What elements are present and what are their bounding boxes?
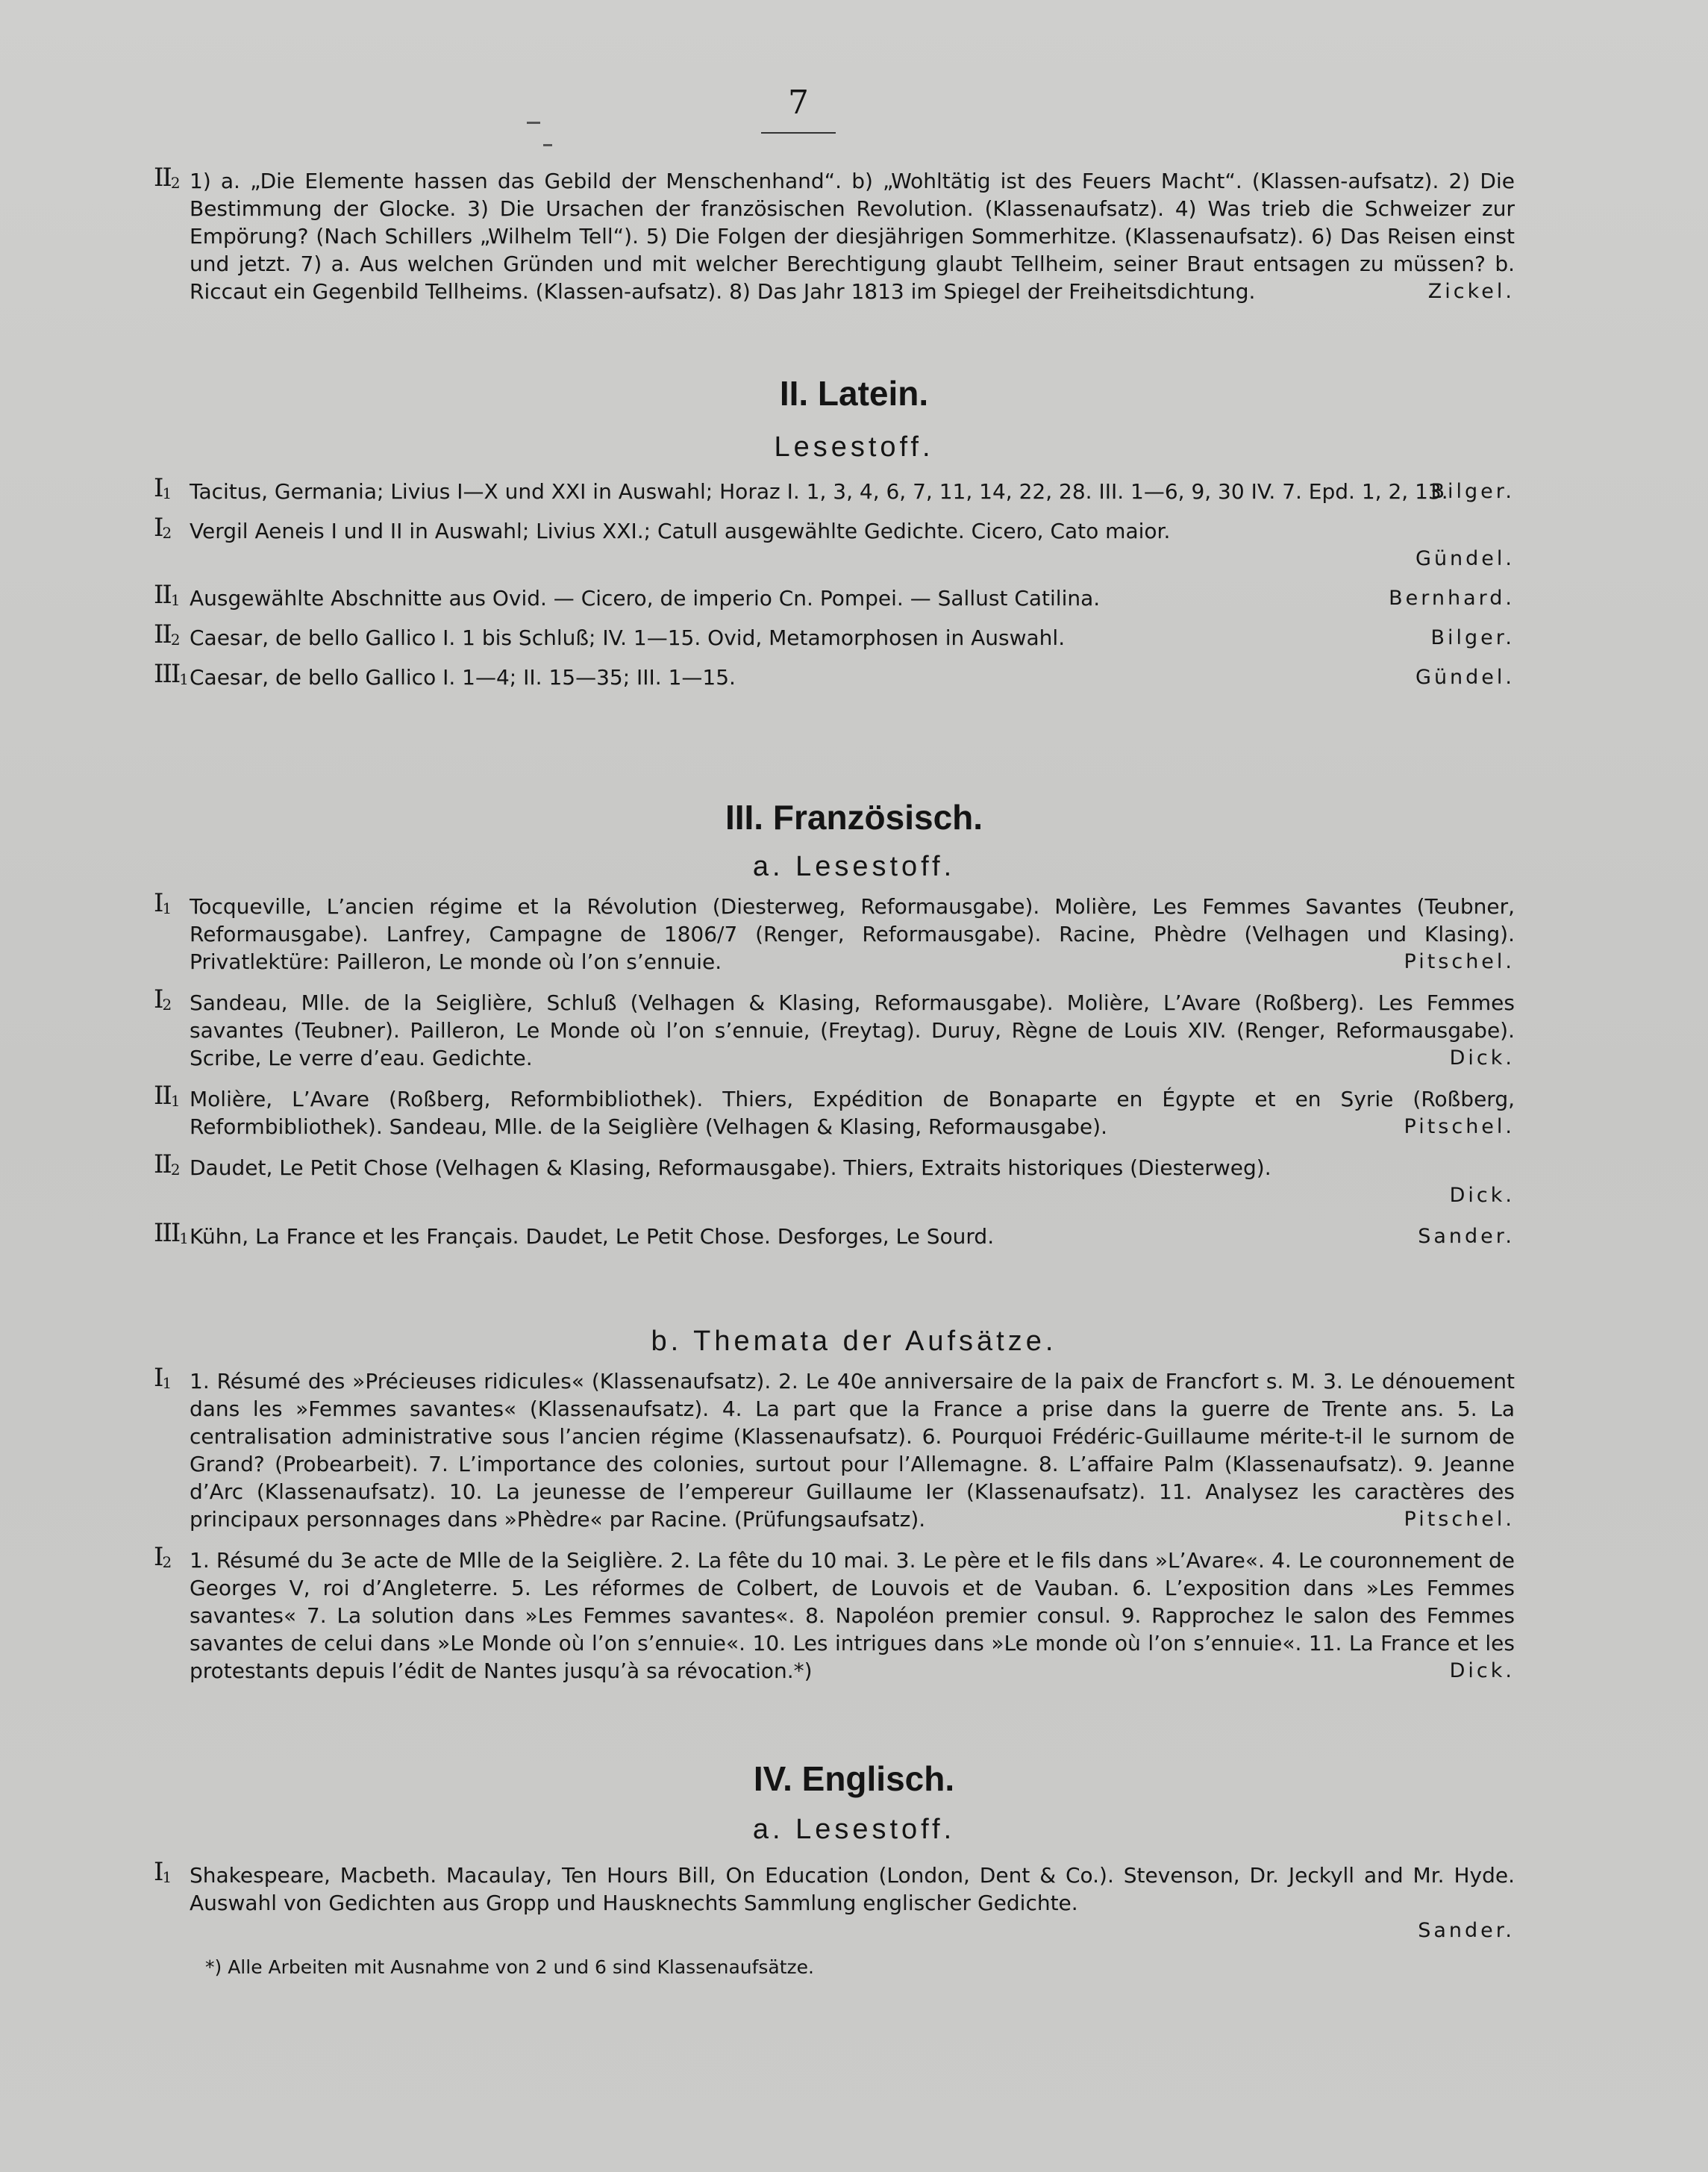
class-label: $II_1$ <box>154 1081 181 1111</box>
teacher-name: Gündel. <box>1415 547 1515 570</box>
subheading-latein-lesestoff: Lesestoff. <box>774 431 934 463</box>
teacher-name: Dick. <box>1449 1659 1515 1682</box>
speck <box>543 144 552 146</box>
entry-text-body: Caesar, de bello Gallico I. 1—4; II. 15—35; III. 1—15. <box>190 665 736 690</box>
list-item <box>154 659 1515 691</box>
class-label: $I_1$ <box>154 1363 172 1393</box>
entry-text: 1) a. „Die Elemente hassen das Gebild der Menschenhand“. b) „Wohltätig ist des Feuers Macht“. (Klassen-aufsatz). 2) Die Bestimmung der Glocke. 3) Die Ursachen der französischen Revolution. (Klassenaufsatz). 4) Was trieb die Schweizer zur Empörung? (Nach Schillers „Wilhelm Tell“). 5) Die Folgen der diesjährigen Sommerhitze. (Klassenaufsatz). 6) Das Reisen einst und jetzt. 7) a. Aus welchen Gründen und mit welcher Berechtigung glaubt Tellheim, seiner Braut entsagen zu müssen? b. Riccaut ein Gegenbild Tellheims. (Klassen-aufsatz). 8) Das Jahr 1813 im Spiegel der Freiheitsdichtung. <box>190 169 1515 304</box>
list-item <box>154 473 1515 505</box>
teacher-name: Dick. <box>1449 1184 1515 1207</box>
class-label: $I_2$ <box>154 984 172 1014</box>
class-label: $I_2$ <box>154 513 172 543</box>
englisch-entry-list <box>154 1857 1515 1944</box>
section-heading-englisch: IV. Englisch. <box>753 1759 955 1798</box>
class-label: $III_1$ <box>154 1218 190 1248</box>
teacher-name: Gündel. <box>1415 666 1515 689</box>
entry-text: Tocqueville, L’ancien régime et la Révolution (Diesterweg, Reformausgabe). Molière, Les Femmes Savantes (Teubner, Reformausgabe). Lanfrey, Campagne de 1806/7 (Renger, Reformausgabe). Racine, Phèdre (Velhagen und Klasing). Privatlektüre: Pailleron, Le monde où l’on s’ennuie. <box>190 894 1515 974</box>
entry-text: Daudet, Le Petit Chose (Velhagen & Klasing, Reformausgabe). Thiers, Extraits historiques (Diesterweg). <box>190 1155 1271 1180</box>
teacher-name: Sander. <box>1418 1919 1515 1942</box>
entry-text: Vergil Aeneis I und II in Auswahl; Livius XXI.; Catull ausgewählte Gedichte. Cicero, Cato maior. <box>190 519 1171 543</box>
list-item <box>154 1218 1515 1250</box>
list-item <box>154 1542 1515 1685</box>
list-item <box>154 1149 1515 1209</box>
class-label: $I_1$ <box>154 1857 172 1887</box>
entry-text: 1. Résumé des »Précieuses ridicules« (Klassenaufsatz). 2. Le 40e anniversaire de la paix de Francfort s. M. 3. Le dénouement dans les »Femmes savantes« (Klassenaufsatz). 4. La part que la France a prise dans la guerre de Trente ans. 5. La centralisation administrative sous l’ancien régime (Klassenaufsatz). 6. Pourquoi Frédéric-Guillaume mérite-t-il le surnom de Grand? (Probearbeit). 7. L’importance des colonies, surtout pour l’Allemagne. 8. L’affaire Palm (Klassenaufsatz). 9. Jeanne d’Arc (Klassenaufsatz). 10. La jeunesse de l’empereur Guillaume Ier (Klassenaufsatz). 11. Analysez les caractères des principaux personnages dans »Phèdre« par Racine. (Prüfungsaufsatz). <box>190 1369 1515 1532</box>
entry-text-body: Caesar, de bello Gallico I. 1 bis Schluß; IV. 1—15. Ovid, Metamorphosen in Auswahl. <box>190 625 1066 650</box>
subheading-franzoesisch-lesestoff: a. Lesestoff. <box>752 851 956 882</box>
list-item <box>154 1363 1515 1533</box>
footnote: *) Alle Arbeiten mit Ausnahme von 2 und 6 sind Klassenaufsätze. <box>205 1956 815 1978</box>
teacher-name: Zickel. <box>1427 280 1515 303</box>
german-entry <box>154 163 1515 305</box>
class-label: $II_1$ <box>154 580 181 610</box>
teacher-name: Pitschel. <box>1404 1508 1515 1531</box>
entry-text-body: Ausgewählte Abschnitte aus Ovid. — Cicero, de imperio Cn. Pompei. — Sallust Catilina. <box>190 586 1101 611</box>
latein-entry-list <box>154 473 1515 691</box>
class-label: $III_1$ <box>154 659 190 689</box>
entry-text <box>190 664 1515 691</box>
class-label: $II_2$ <box>154 620 181 649</box>
franzoesisch-entry-list <box>154 888 1515 1250</box>
entry-text-body: Kühn, La France et les Français. Daudet, Le Petit Chose. Desforges, Le Sourd. <box>190 1224 995 1249</box>
list-item <box>154 888 1515 976</box>
list-item <box>154 513 1515 572</box>
teacher-name: Pitschel. <box>1404 1115 1515 1138</box>
list-item <box>154 984 1515 1072</box>
entry-text: Sandeau, Mlle. de la Seiglière, Schluß (Velhagen & Klasing, Reformausgabe). Molière, L’Avare (Roßberg). Les Femmes savantes (Teubner). Pailleron, Le Monde où l’on s’ennuie, (Freytag). Duruy, Règne de Louis XIV. (Renger, Reformausgabe). Scribe, Le verre d’eau. Gedichte. <box>190 990 1515 1070</box>
page-number: 7 <box>761 84 836 134</box>
entry-text: Tacitus, Germania; Livius I—X und XXI in Auswahl; Horaz I. 1, 3, 4, 6, 7, 11, 14, 22, 28. III. 1—6, 9, 30 IV. 7. Epd. 1, 2, 13. <box>190 479 1448 504</box>
subheading-englisch-lesestoff: a. Lesestoff. <box>752 1814 956 1845</box>
list-item <box>154 1081 1515 1140</box>
teacher-name: Pitschel. <box>1404 950 1515 973</box>
entry-text: Molière, L’Avare (Roßberg, Reformbibliothek). Thiers, Expédition de Bonaparte en Égypte et en Syrie (Roßberg, Reformbibliothek). Sandeau, Mlle. de la Seiglière (Velhagen & Klasing, Reformausgabe). <box>190 1087 1515 1139</box>
entry-text: 1. Résumé du 3e acte de Mlle de la Seiglière. 2. La fête du 10 mai. 3. Le père et le fils dans »L’Avare«. 4. Le couronnement de Georges V, roi d’Angleterre. 5. Les réformes de Colbert, de Louvois et de Vauban. 6. L’exposition dans »Les Femmes savantes« 7. La solution dans »Les Femmes savantes«. 8. Napoléon premier consul. 9. Rapprochez le salon des Femmes savantes de celui dans »Le Monde où l’on s’ennuie«. 10. Les intrigues dans »Le monde où l’on s’ennuie«. 11. La France et les protestants depuis l’édit de Nantes jusqu’à sa révocation.*) <box>190 1548 1515 1683</box>
aufsaetze-list <box>154 1363 1515 1685</box>
class-label: $II_2$ <box>154 163 181 193</box>
teacher-name: Bilger. <box>1430 626 1515 649</box>
class-label: $I_2$ <box>154 1542 172 1572</box>
entry-text <box>190 1223 1515 1250</box>
entry-text: Shakespeare, Macbeth. Macaulay, Ten Hours Bill, On Education (London, Dent & Co.). Stevenson, Dr. Jeckyll and Mr. Hyde. Auswahl von Gedichten aus Gropp und Hausknechts Sammlung englischer Gedichte. <box>190 1863 1515 1915</box>
class-label: $I_1$ <box>154 888 172 918</box>
german-essays-block <box>154 163 1515 305</box>
list-item <box>154 620 1515 652</box>
subheading-aufsaetze: b. Themata der Aufsätze. <box>651 1326 1057 1357</box>
entry-text <box>190 584 1515 612</box>
entry-text <box>190 624 1515 652</box>
list-item <box>154 1857 1515 1944</box>
list-item <box>154 580 1515 612</box>
teacher-name: Bilger. <box>1430 480 1515 503</box>
class-label: $I_1$ <box>154 473 172 503</box>
section-heading-latein: II. Latein. <box>779 374 929 413</box>
section-heading-franzoesisch: III. Französisch. <box>725 798 983 837</box>
teacher-name: Bernhard. <box>1389 587 1515 610</box>
class-label: $II_2$ <box>154 1149 181 1179</box>
teacher-name: Sander. <box>1418 1225 1515 1248</box>
speck <box>527 122 540 124</box>
teacher-name: Dick. <box>1449 1046 1515 1070</box>
